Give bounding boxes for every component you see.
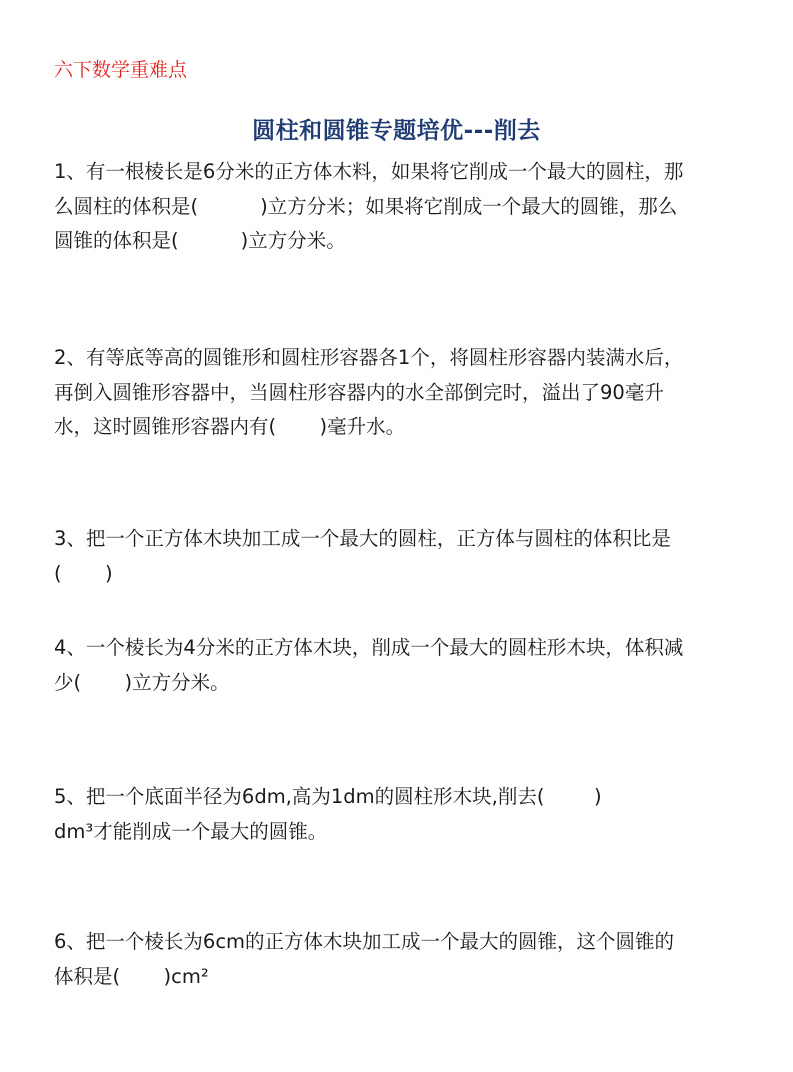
problem-line: 3、把一个正方体木块加工成一个最大的圆柱，正方体与圆柱的体积比是 — [54, 527, 671, 550]
problem-line: 2、有等底等高的圆锥形和圆柱形容器各1个，将圆柱形容器内装满水后， — [54, 346, 684, 369]
problem-4 — [54, 631, 744, 700]
problem-line: 再倒入圆锥形容器中，当圆柱形容器内的水全部倒完时，溢出了90毫升 — [54, 380, 664, 404]
problem-line: 水，这时圆锥形容器内有( )毫升水。 — [54, 415, 406, 438]
header-tag: 六下数学重难点 — [54, 59, 188, 81]
problem-5 — [54, 780, 744, 849]
problem-line: 4、一个棱长为4分米的正方体木块，削成一个最大的圆柱形木块，体积减 — [54, 636, 684, 659]
problem-line: 6、把一个棱长为6cm的正方体木块加工成一个最大的圆锥，这个圆锥的 — [54, 930, 675, 953]
problem-3 — [54, 522, 744, 591]
problem-line: ( ) — [54, 561, 113, 585]
problem-6 — [54, 925, 744, 994]
problem-line: 5、把一个底面半径为6dm,高为1dm的圆柱形木块,削去( ) — [54, 785, 602, 808]
problem-line: dm³才能削成一个最大的圆锥。 — [54, 819, 328, 843]
problem-line: 1、有一根棱长是6分米的正方体木料，如果将它削成一个最大的圆柱，那 — [54, 160, 684, 183]
problem-2 — [54, 341, 744, 445]
problem-1 — [54, 155, 744, 259]
problem-line: 圆锥的体积是( )立方分米。 — [54, 229, 346, 252]
page-title: 圆柱和圆锥专题培优---削去 — [252, 118, 541, 144]
problem-line: 么圆柱的体积是( )立方分米；如果将它削成一个最大的圆锥，那么 — [54, 194, 678, 218]
problem-line: 体积是( )cm² — [54, 964, 209, 988]
problem-line: 少( )立方分米。 — [54, 670, 230, 694]
